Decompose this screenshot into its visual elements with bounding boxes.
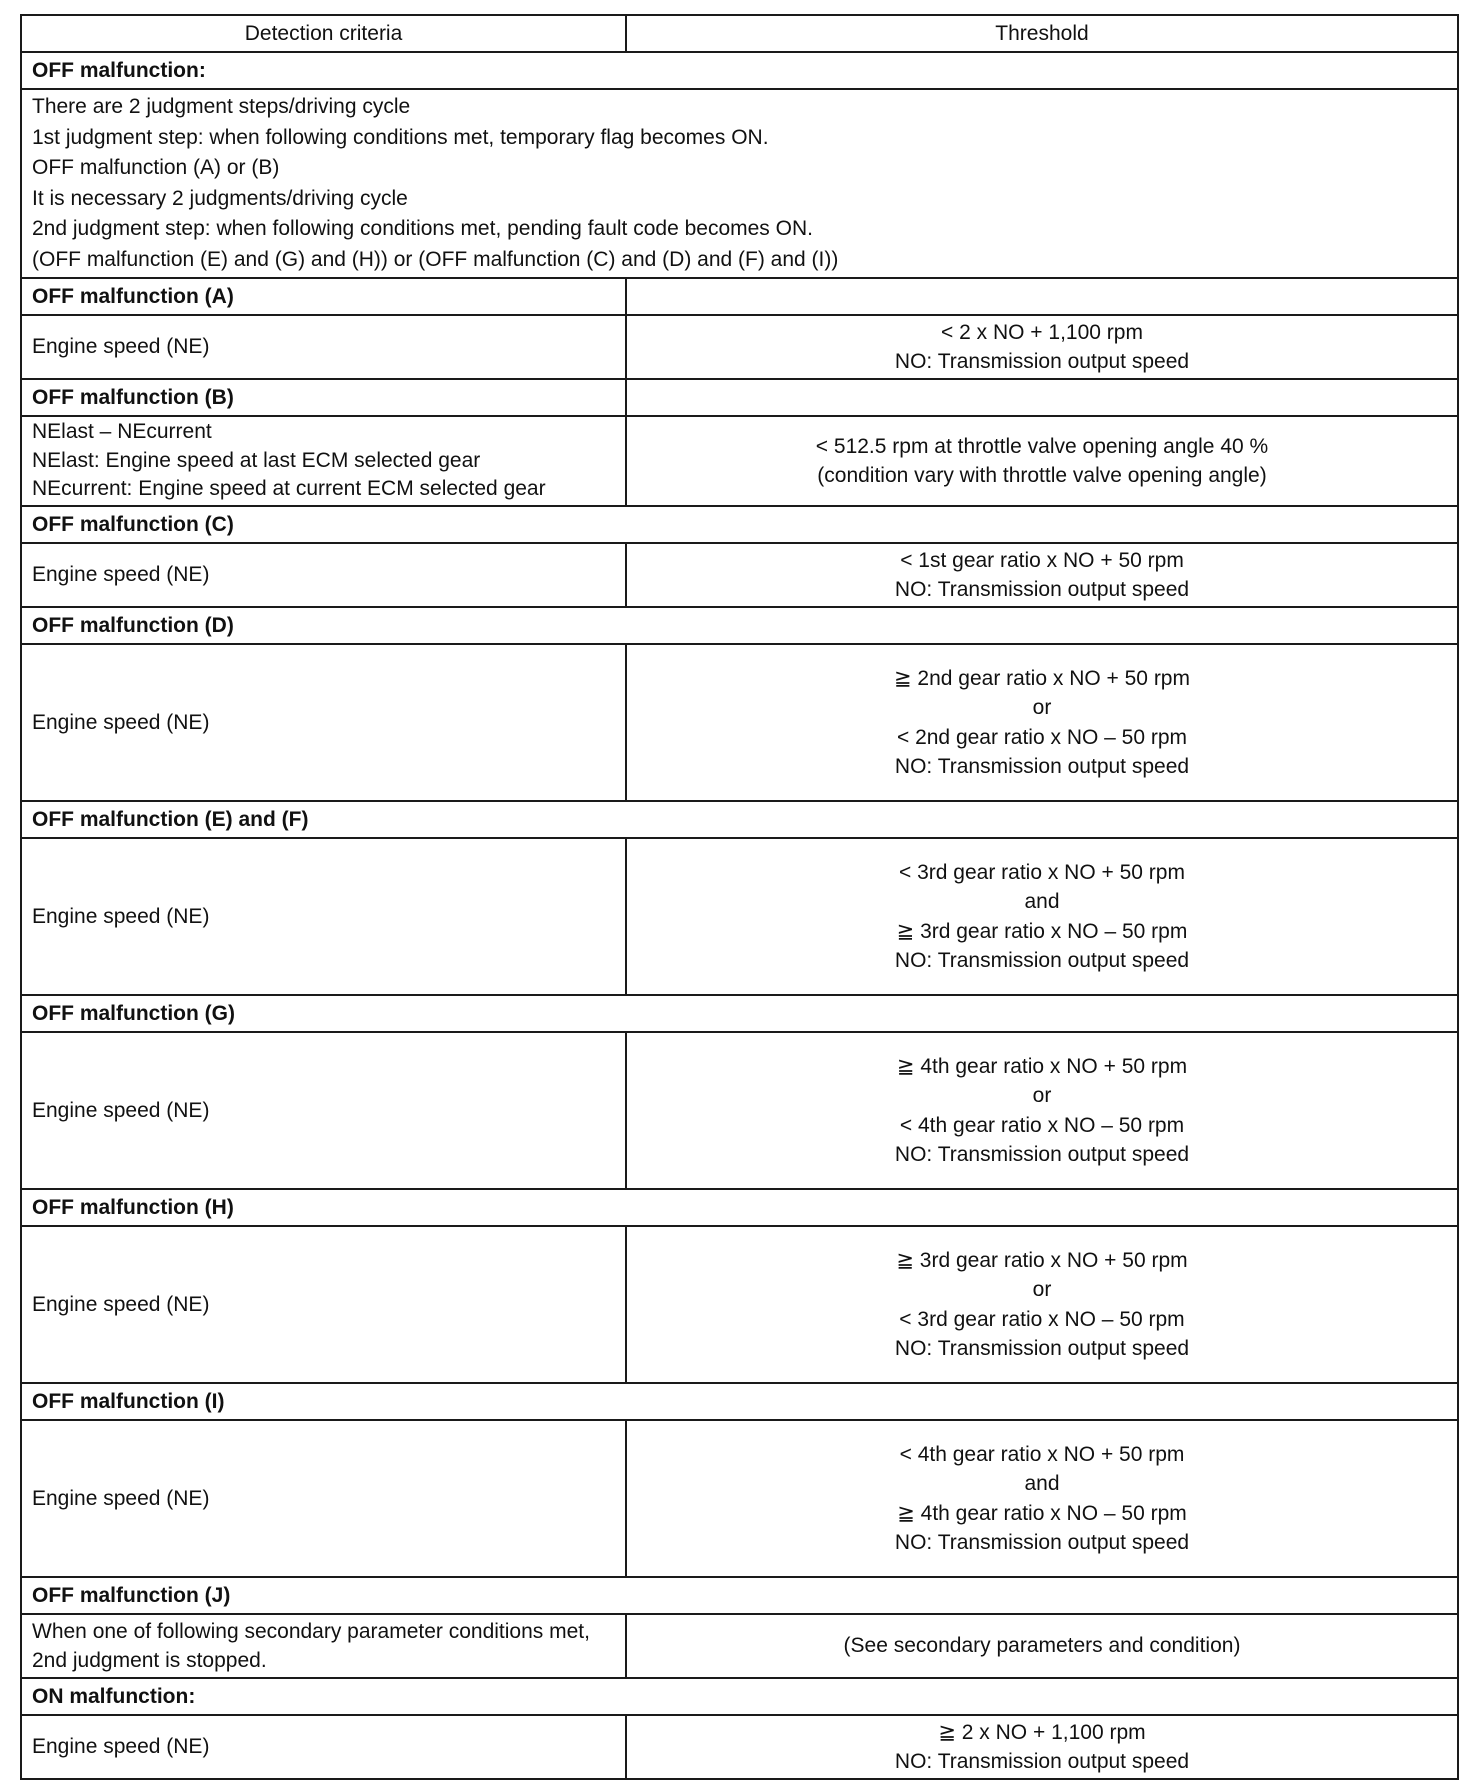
header-row [21,15,1458,52]
criteria-line: When one of following secondary parameter conditions met, [32,1619,590,1643]
criteria-cell [21,838,626,995]
threshold-line: (See secondary parameters and condition) [843,1634,1241,1658]
threshold-line: < 512.5 rpm at throttle valve opening angle 40 % [815,434,1269,458]
section-title: OFF malfunction (H) [21,1189,1458,1226]
criteria-row [21,1614,1458,1678]
section-title-row [21,278,1458,315]
off-malfunction-title: OFF malfunction: [21,52,1458,89]
criteria-cell [21,1715,626,1779]
section-title-row [21,801,1458,838]
criteria-line: 2nd judgment is stopped. [32,1649,267,1672]
threshold-line: < 4th gear ratio x NO + 50 rpm [899,1442,1185,1466]
criteria-row [21,416,1458,506]
threshold-line: < 1st gear ratio x NO + 50 rpm [900,548,1184,572]
section-title-row [21,995,1458,1032]
section-title: ON malfunction: [21,1678,1458,1715]
criteria-row [21,1420,1458,1577]
threshold-line: NO: Transmission output speed [894,578,1190,601]
intro-line: OFF malfunction (A) or (B) [32,156,280,179]
section-title: OFF malfunction (G) [21,995,1458,1032]
criteria-line: Engine speed (NE) [32,905,210,928]
section-title: OFF malfunction (J) [21,1577,1458,1614]
threshold-cell [626,1226,1458,1383]
criteria-cell [21,1420,626,1577]
criteria-row [21,838,1458,995]
threshold-cell [626,315,1458,379]
criteria-row [21,1226,1458,1383]
criteria-cell [21,1614,626,1678]
threshold-cell [626,416,1458,506]
threshold-line: (condition vary with throttle valve opening angle) [817,464,1267,487]
threshold-line: ≧ 4th gear ratio x NO – 50 rpm [897,1501,1187,1525]
section-title-row [21,1678,1458,1715]
section-title: OFF malfunction (A) [21,278,626,315]
intro-line: 1st judgment step: when following conditions met, temporary flag becomes ON. [32,125,769,149]
criteria-line: Engine speed (NE) [32,1735,210,1759]
threshold-line: < 4th gear ratio x NO – 50 rpm [899,1113,1185,1137]
threshold-line: ≧ 2 x NO + 1,100 rpm [938,1720,1146,1744]
threshold-cell [626,1614,1458,1678]
detection-criteria-table [20,14,1459,1780]
threshold-line: NO: Transmission output speed [894,1531,1190,1554]
intro-row [21,89,1458,278]
threshold-line: < 3rd gear ratio x NO + 50 rpm [899,860,1185,884]
threshold-cell [626,543,1458,607]
section-title: OFF malfunction (C) [21,506,1458,543]
threshold-line: < 2 x NO + 1,100 rpm [941,320,1143,344]
section-title-row [21,1383,1458,1420]
threshold-line: < 3rd gear ratio x NO – 50 rpm [899,1307,1185,1331]
threshold-cell [626,1420,1458,1577]
threshold-line: NO: Transmission output speed [894,949,1190,972]
criteria-row [21,644,1458,801]
criteria-line: Engine speed (NE) [32,711,210,734]
threshold-line: or [1032,1278,1052,1301]
threshold-line: or [1032,1084,1052,1107]
section-title-row [21,379,1458,416]
criteria-cell [21,416,626,506]
threshold-line: NO: Transmission output speed [894,350,1190,373]
section-title-row [21,506,1458,543]
criteria-line: NEcurrent: Engine speed at current ECM selected gear [32,477,546,501]
threshold-line: ≧ 4th gear ratio x NO + 50 rpm [896,1054,1188,1078]
threshold-line: ≧ 3rd gear ratio x NO – 50 rpm [896,919,1188,943]
criteria-cell [21,1032,626,1189]
criteria-line: Engine speed (NE) [32,335,210,359]
criteria-line: NElast – NEcurrent [32,420,212,444]
intro-text [21,89,1458,278]
criteria-line: Engine speed (NE) [32,1487,210,1510]
empty-cell [626,278,1458,315]
header-criteria: Detection criteria [21,15,626,52]
criteria-cell [21,1226,626,1383]
off-malfunction-title-row [21,52,1458,89]
threshold-cell [626,1715,1458,1779]
criteria-row [21,1715,1458,1779]
criteria-row [21,315,1458,379]
threshold-line: and [1024,890,1060,913]
threshold-line: NO: Transmission output speed [894,1337,1190,1360]
threshold-cell [626,838,1458,995]
criteria-cell [21,644,626,801]
section-title: OFF malfunction (E) and (F) [21,801,1458,838]
header-threshold: Threshold [626,15,1458,52]
criteria-cell [21,543,626,607]
section-title: OFF malfunction (D) [21,607,1458,644]
threshold-line: NO: Transmission output speed [894,1750,1190,1773]
criteria-row [21,1032,1458,1189]
section-title-row [21,1189,1458,1226]
threshold-cell [626,644,1458,801]
threshold-line: and [1024,1472,1060,1495]
threshold-line: ≧ 3rd gear ratio x NO + 50 rpm [896,1248,1188,1272]
criteria-line: Engine speed (NE) [32,1099,210,1122]
threshold-line: or [1032,696,1052,719]
criteria-line: NElast: Engine speed at last ECM selected gear [32,448,481,472]
criteria-cell [21,315,626,379]
empty-cell [626,379,1458,416]
intro-line: (OFF malfunction (E) and (G) and (H)) or (OFF malfunction (C) and (D) and (F) and (I)) [32,247,839,271]
threshold-line: NO: Transmission output speed [894,755,1190,778]
threshold-line: < 2nd gear ratio x NO – 50 rpm [896,725,1188,749]
section-title: OFF malfunction (I) [21,1383,1458,1420]
intro-line: 2nd judgment step: when following conditions met, pending fault code becomes ON. [32,217,813,240]
section-title-row [21,607,1458,644]
criteria-line: Engine speed (NE) [32,1293,210,1316]
criteria-line: Engine speed (NE) [32,563,210,587]
intro-line: It is necessary 2 judgments/driving cycle [32,186,408,210]
section-title-row [21,1577,1458,1614]
threshold-line: ≧ 2nd gear ratio x NO + 50 rpm [894,666,1190,690]
section-title: OFF malfunction (B) [21,379,626,416]
intro-line: There are 2 judgment steps/driving cycle [32,95,411,118]
threshold-line: NO: Transmission output speed [894,1143,1190,1166]
criteria-row [21,543,1458,607]
threshold-cell [626,1032,1458,1189]
